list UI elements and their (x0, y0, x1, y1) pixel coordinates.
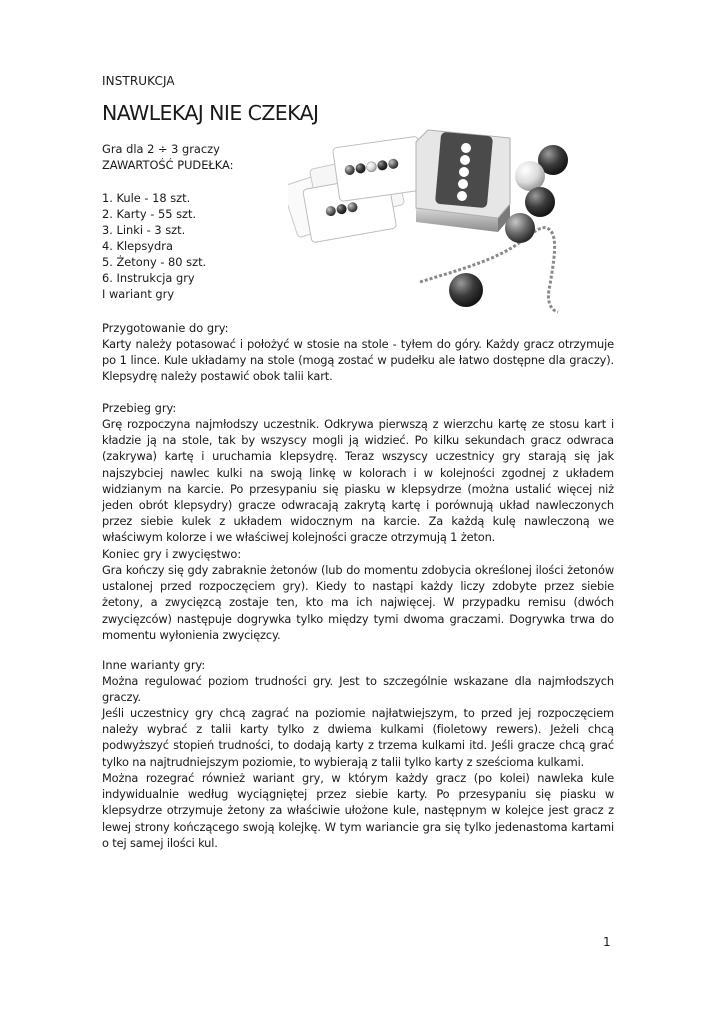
intro-block (102, 141, 234, 173)
ending-heading: Koniec gry i zwycięstwo: (102, 547, 242, 561)
page-number: 1 (603, 935, 611, 949)
page-title: NAWLEKAJ NIE CZEKAJ (102, 101, 319, 125)
ending-text: Gra kończy się gdy zabraknie żetonów (lub do momentu zdobycia określonej ilości żetonów ustalonej przed rozpoczęciem gry). Kiedy to nastąpi każdy liczy zdobyte przez siebie żetony, a zwycięzcą zostaje ten, kto ma ich najwięcej. W przypadku remisu (dwóch zwycięzców) następuje dogrywka tylko między tymi dwoma graczami. Dogrywka trwa do momentu wyłonienia zwycięzcy. (102, 563, 614, 642)
preparation-text: Karty należy potasować i położyć w stosie na stole - tyłem do góry. Każdy gracz otrzymuje po 1 lince. Kule układamy na stole (mogą zostać w pudełku ale łatwo dostępne dla graczy). Klepsydrę należy postawić obok talii kart. (102, 337, 614, 384)
variants-heading: Inne warianty gry: (102, 658, 206, 672)
string-line (420, 228, 558, 312)
list-item: 5. Żetony - 80 szt. (102, 255, 207, 269)
gameplay-heading: Przebieg gry: (102, 401, 177, 415)
contents-list (102, 190, 206, 302)
gameplay-text: Grę rozpoczyna najmłodszy uczestnik. Odkrywa pierwszą z wierzchu kartę ze stosu kart i kładzie ją na stole, tak by wszyscy mogli ją widzieć. Po kilku sekundach gracz odwraca (zakrywa) kartę i uruchamia klepsydrę. Teraz wszyscy uczestnicy gry starają się jak najszybciej nawlec kulki na swoją linkę w kolorach i w kolejności zgodnej z układem widzianym na karcie. Po przesypaniu się piasku w klepsydrze (można ustalić więcej niż jeden obrót klepsydry) gracze odwracają zakrytą kartę i porównują układ nawleczonych przez siebie kulek z układem widocznym na karcie. Za każdą kulę nawleczoną we właściwym kolorze i we właściwej kolejności gracze otrzymują 1 żeton. (102, 417, 614, 545)
list-item: 6. Instrukcja gry (102, 271, 195, 285)
list-item: 1. Kule - 18 szt. (102, 191, 191, 205)
preparation-heading: Przygotowanie do gry: (102, 321, 229, 335)
document-label: INSTRUKCJA (102, 74, 175, 88)
contents-heading: ZAWARTOŚĆ PUDEŁKA: (102, 158, 234, 172)
variants-text-2: Jeśli uczestnicy gry chcą zagrać na poziomie najłatwiejszym, to przed jej rozpoczęciem należy wybrać z talii karty tylko z dwiema kulkami (fioletowy rewers). Jeżeli chcą podwyższyć stopień trudności, to dodają karty z trzema kulkami itd. Jeśli gracze chcą grać tylko na najtrudniejszym poziomie, to wybierają z talii tylko karty z sześcioma kulkami. (102, 706, 614, 769)
variants-text-1: Można regulować poziom trudności gry. Jest to szczególnie wskazane dla najmłodszych graczy. (102, 674, 614, 705)
list-item: 2. Karty - 55 szt. (102, 207, 197, 221)
list-item: 3. Linki - 3 szt. (102, 223, 186, 237)
card-stack (288, 136, 425, 243)
game-box (416, 130, 510, 232)
player-count: Gra dla 2 ÷ 3 graczy (102, 142, 220, 156)
variants-text-3: Można rozegrać również wariant gry, w którym każdy gracz (po kolei) nawleka kule indywidualnie według wyciągniętej przez siebie karty. Po przesypaniu się piasku w klepsydrze otrzymuje żetony za właściwie ułożone kule, następnym w kolejce jest gracz z lewej strony kończącego swoją kolejkę. W tym wariancie gra się tylko jedenastoma kartami o tej samej ilości kul. (102, 771, 614, 850)
list-item: 4. Klepsydra (102, 239, 173, 253)
list-item: I wariant gry (102, 287, 175, 301)
game-components-illustration (288, 120, 618, 320)
